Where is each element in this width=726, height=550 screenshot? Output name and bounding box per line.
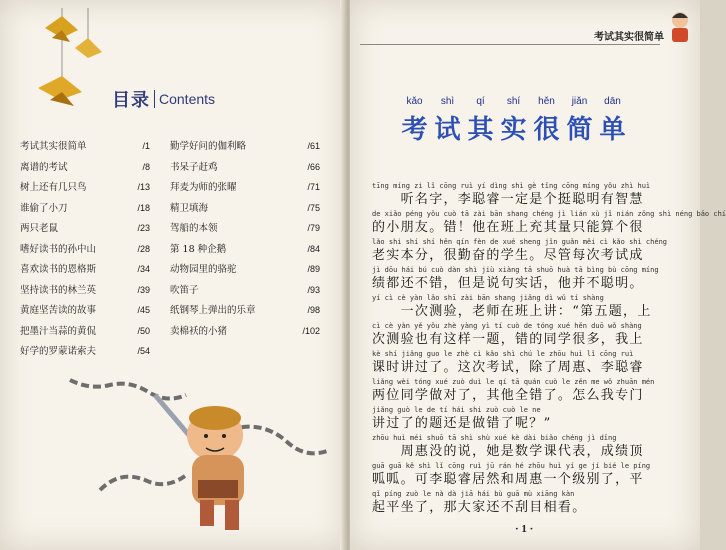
text-line: 老实本分，很勤奋的学生。尽管每次考试成 <box>372 248 644 263</box>
heading-divider <box>154 90 155 108</box>
toc-entry-page: /8 <box>142 161 150 172</box>
toc-entry[interactable] <box>20 220 150 241</box>
title-pinyin-syllable: dān <box>604 96 621 107</box>
toc-entry[interactable] <box>20 159 150 180</box>
toc-entry-page: /28 <box>137 243 150 254</box>
toc-entry-page: /61 <box>307 141 320 151</box>
toc-entry-title: 坚持读书的林兰英 <box>20 284 97 296</box>
page-number: · 1 · <box>515 523 534 535</box>
toc-entry-title: 卖棉袄的小猪 <box>170 325 228 337</box>
title-pinyin-syllable: jiǎn <box>571 96 588 107</box>
text-line: 周惠没的说，她是数学课代表，成绩顶 <box>372 444 644 459</box>
pinyin-line: kè shí jiǎng guo le zhè cì kǎo shì chú le zhōu huì lǐ cōng ruì <box>372 350 634 358</box>
toc-entry-title: 书呆子赶鸡 <box>170 161 218 173</box>
toc-entry-title: 黄庭坚苦读的故事 <box>20 305 97 316</box>
toc-entry-page: /89 <box>307 264 320 274</box>
toc-entry[interactable] <box>20 261 150 282</box>
story-title-block <box>398 96 658 146</box>
toc-entry-page: /75 <box>307 202 320 213</box>
toc-entry-page: /13 <box>137 182 150 192</box>
text-line: 绩都还不错，但是说句实话，他并不聪明。 <box>372 276 644 291</box>
toc-entry[interactable] <box>170 261 320 282</box>
text-line: 起平坐了，那大家还不刮目相看。 <box>372 500 587 515</box>
toc-entry[interactable] <box>20 138 150 159</box>
pinyin-line: zhōu huì méi shuō tā shì shù xué kè dài biǎo chéng jì dǐng <box>372 434 617 442</box>
toc-entry-title: 谁偷了小刀 <box>20 202 68 214</box>
toc-entry[interactable] <box>20 302 150 323</box>
toc-entry-page: /23 <box>137 223 150 233</box>
pinyin-line: de xiǎo péng yǒu cuò tā zài bān shang chéng jì lián xù jǐ nián zǒng shì néng bǎo chí <box>372 210 726 218</box>
toc-heading-zh: 目录 <box>112 90 150 111</box>
title-char: 考 <box>401 115 428 145</box>
text-line: 两位同学做对了，其他全错了。怎么我专门 <box>372 388 644 403</box>
toc-entry-page: /34 <box>137 264 150 274</box>
title-char: 其 <box>467 115 494 145</box>
toc-entry-title: 喜欢读书的恩格斯 <box>20 264 97 275</box>
title-pinyin-syllable: hěn <box>538 96 555 107</box>
text-line: 讲过了的题还是做错了呢？” <box>372 416 552 431</box>
toc-heading-en: Contents <box>159 91 216 107</box>
toc-entry[interactable] <box>20 282 150 303</box>
toc-entry-title: 两只老鼠 <box>20 223 59 234</box>
toc-entry-page: /98 <box>307 305 320 315</box>
toc-entry-page: /54 <box>137 346 150 356</box>
toc-entry-title: 树上还有几只鸟 <box>20 182 87 193</box>
text-line: 一次测验，老师在班上讲：“第五题，上 <box>372 304 652 319</box>
title-char: 简 <box>566 115 593 145</box>
toc-entry[interactable] <box>170 200 320 221</box>
story-title <box>398 109 658 146</box>
toc-entry-title: 吹笛子 <box>170 284 199 296</box>
title-pinyin-syllable: kǎo <box>406 96 423 107</box>
text-line: 次测验也有这样一题，错的同学很多，我上 <box>372 332 644 347</box>
toc-entry-page: /84 <box>307 243 320 254</box>
toc-entry-page: /102 <box>302 325 320 336</box>
pinyin-line: qǐ píng zuò le nà dà jiā hái bù guā mù xiāng kàn <box>372 490 575 498</box>
toc-entry-title: 拜麦为师的张曜 <box>170 182 237 193</box>
toc-entry[interactable] <box>170 302 320 323</box>
toc-column-right <box>170 138 320 343</box>
toc-column-left <box>20 138 150 364</box>
pinyin-line: yí cì cè yàn lǎo shī zài bān shang jiǎng dì wǔ tí shàng <box>372 294 604 302</box>
reading-kid-icon <box>666 10 694 44</box>
pinyin-line: guā guā kě shì lǐ cōng ruì jū rán hé zhōu huì yí ge jí bié le píng <box>372 462 651 470</box>
toc-entry-title: 好学的罗蒙诺索夫 <box>20 346 97 357</box>
toc-entry-title: 精卫填海 <box>170 202 209 214</box>
toc-entry-title: 驾船的本领 <box>170 223 218 234</box>
toc-entry-page: /66 <box>307 161 320 172</box>
toc-entry-title: 第 18 种企鹅 <box>170 243 227 255</box>
toc-entry-title: 纸钢琴上弹出的乐章 <box>170 305 256 316</box>
title-char: 试 <box>434 115 461 145</box>
toc-entry-title: 嗜好读书的孙中山 <box>20 243 97 255</box>
title-pinyin-syllable: shì <box>440 96 455 107</box>
pinyin-line: tīng míng zi lǐ cōng ruì yí dìng shì gè tǐng cōng míng yǒu zhì huì <box>372 182 651 190</box>
toc-entry-page: /1 <box>142 141 150 151</box>
running-head-rule <box>360 44 660 45</box>
pinyin-line: cì cè yàn yě yǒu zhè yàng yì tí cuò de tóng xué hěn duō wǒ shàng <box>372 322 642 330</box>
toc-entry-page: /45 <box>137 305 150 315</box>
toc-entry-page: /18 <box>137 202 150 213</box>
toc-entry-page: /39 <box>137 284 150 295</box>
pinyin-line: jì dōu hái bú cuò dàn shì jiù xiàng tā shuō huà tā bìng bù cōng míng <box>372 266 659 274</box>
pinyin-line: jiǎng guò le de tí hái shi zuò cuò le ne <box>372 406 541 414</box>
story-title-pinyin <box>398 96 658 107</box>
toc-entry[interactable] <box>170 241 320 262</box>
toc-entry-page: /93 <box>307 284 320 295</box>
toc-entry-title: 离谱的考试 <box>20 161 68 173</box>
toc-entry[interactable] <box>170 282 320 303</box>
toc-entry[interactable] <box>20 241 150 262</box>
toc-entry-title: 考试其实很简单 <box>20 141 87 152</box>
toc-entry[interactable] <box>20 200 150 221</box>
pinyin-line: liǎng wèi tóng xué zuò duì le qí tā quán cuò le zěn me wǒ zhuān mén <box>372 378 655 386</box>
title-pinyin-syllable: shí <box>506 96 521 107</box>
toc-entry-title: 勤学好问的伽利略 <box>170 141 247 152</box>
toc-entry-page: /79 <box>307 223 320 233</box>
left-page <box>0 0 346 550</box>
toc-entry[interactable] <box>170 159 320 180</box>
toc-entry[interactable] <box>20 179 150 200</box>
text-line: 呱呱。可李聪睿居然和周惠一个级别了，平 <box>372 472 644 487</box>
toc-heading <box>112 86 215 112</box>
title-char: 单 <box>599 115 626 145</box>
title-char: 实 <box>500 115 527 145</box>
toc-entry-title: 动物园里的骆驼 <box>170 264 237 275</box>
title-pinyin-syllable: qí <box>476 96 485 107</box>
toc-entry-page: /50 <box>137 325 150 336</box>
toc-entry[interactable] <box>170 138 320 159</box>
toc-entry-page: /71 <box>307 182 320 192</box>
paper-cranes-illustration <box>30 8 120 118</box>
text-line: 听名字，李聪睿一定是个挺聪明有智慧 <box>372 192 644 207</box>
boy-breaking-chains-illustration <box>60 340 350 550</box>
title-char: 很 <box>533 115 560 145</box>
text-line: 课时讲过了。这次考试，除了周惠、李聪睿 <box>372 360 644 375</box>
toc-entry[interactable] <box>170 220 320 241</box>
text-line: 的小朋友。错！他在班上充其量只能算个很 <box>372 220 644 235</box>
story-body <box>372 182 726 518</box>
toc-entry-title: 把墨汁当蒜的黄侃 <box>20 325 97 337</box>
pinyin-line: lǎo shi shí shí hěn qín fèn de xué sheng jǐn guǎn měi cì kǎo shì chéng <box>372 238 668 246</box>
toc-entry[interactable] <box>170 179 320 200</box>
running-head: 考试其实很简单 <box>594 32 664 43</box>
